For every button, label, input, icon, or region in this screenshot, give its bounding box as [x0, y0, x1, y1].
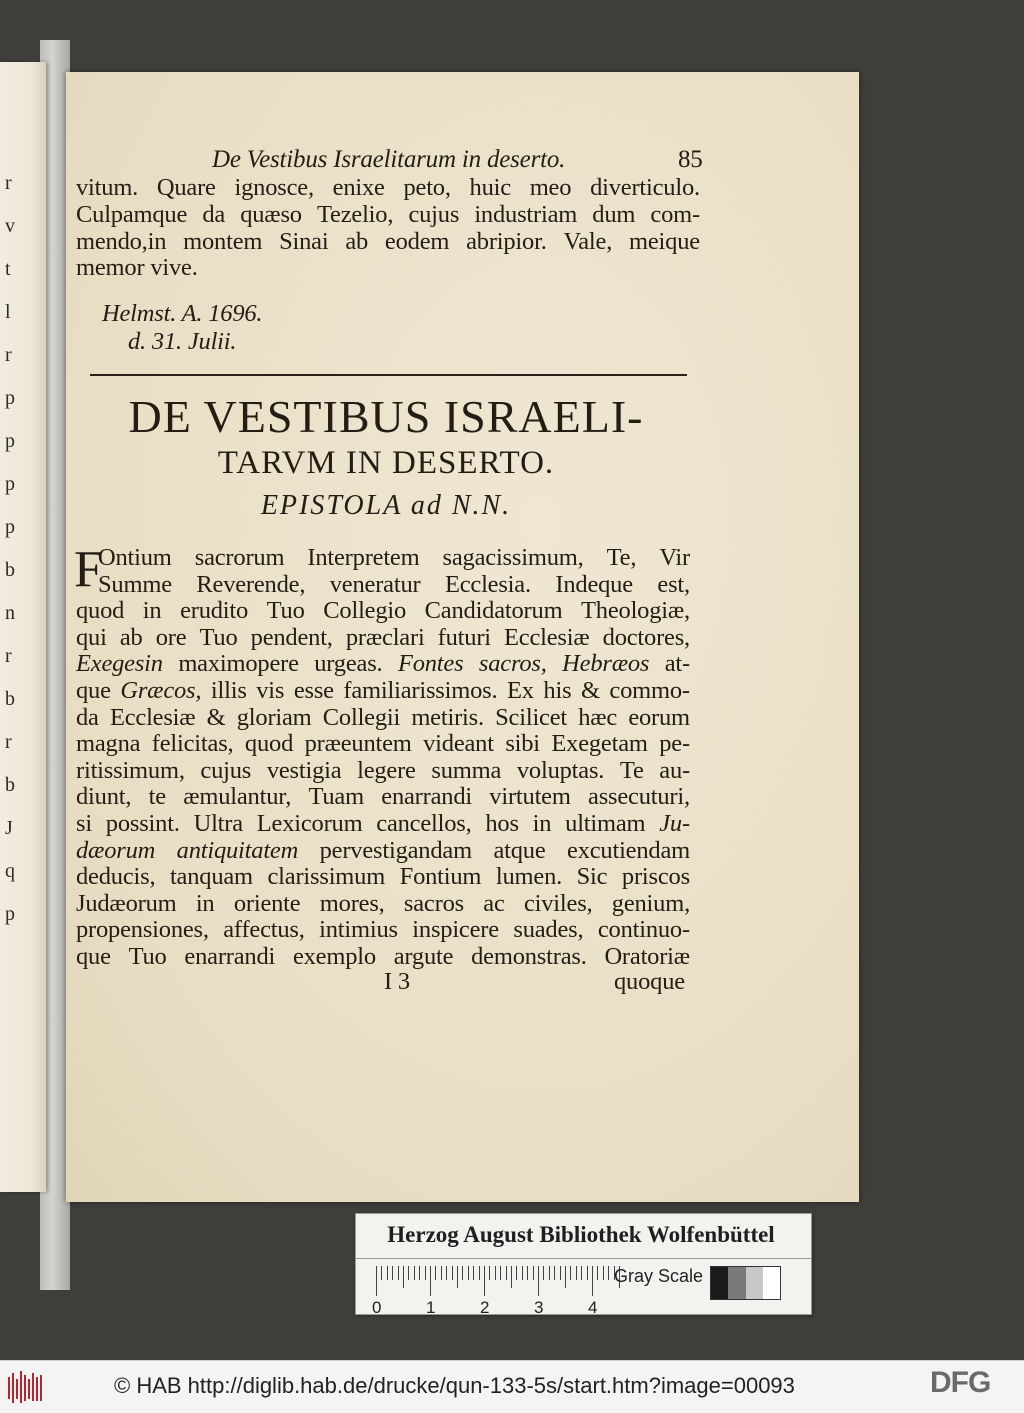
- word: Ecclesia.: [444, 570, 531, 598]
- word: oriente: [233, 889, 301, 917]
- text-line: [76, 757, 690, 785]
- word: Exegetam: [551, 730, 648, 758]
- prev-page-letter: p: [5, 387, 15, 409]
- word: Interpretem: [307, 544, 420, 571]
- prev-page-letter: t: [5, 258, 11, 280]
- ruler-tick: [560, 1266, 561, 1280]
- word: maximopere: [178, 650, 299, 678]
- text-line: [76, 943, 690, 971]
- word: quod: [244, 730, 294, 758]
- gray-scale-patches: [710, 1266, 781, 1300]
- word: continuo-: [597, 916, 690, 944]
- word: familiarissimos.: [343, 677, 498, 704]
- book-page: [66, 72, 859, 1202]
- word: deducis,: [76, 863, 156, 891]
- prev-page-letter: r: [5, 344, 12, 366]
- word: erudito: [180, 597, 249, 625]
- ruler-tick: [489, 1266, 490, 1280]
- text-line: [76, 228, 700, 256]
- word: enarrandi: [381, 783, 472, 811]
- word: exemplo: [292, 943, 376, 970]
- gray-patch: [728, 1267, 745, 1299]
- word: demonstras.: [471, 943, 587, 970]
- word: Theologiæ,: [581, 597, 690, 625]
- word: argute: [393, 943, 454, 970]
- ruler-tick: [479, 1266, 480, 1280]
- word: cancellos,: [376, 810, 472, 837]
- ruler-tick: [435, 1266, 436, 1280]
- prev-page-letter: l: [5, 301, 11, 323]
- word: ab: [119, 623, 143, 651]
- ruler-number: 0: [372, 1298, 382, 1317]
- word: Ju-: [659, 810, 690, 837]
- prev-page-letter: n: [5, 602, 15, 624]
- ruler-tick: [452, 1266, 453, 1280]
- prev-page-letter: q: [5, 860, 15, 882]
- word: pervestigandam: [319, 836, 472, 864]
- word: civiles,: [523, 889, 593, 917]
- word: dæorum: [76, 836, 156, 864]
- ruler-tick: [608, 1266, 609, 1280]
- word: virtutem: [489, 783, 571, 811]
- last-short-line: memor vive.: [76, 254, 198, 281]
- library-name: Herzog August Bibliothek Wolfenbüttel: [387, 1222, 775, 1247]
- word: da: [76, 703, 99, 731]
- text-line: [76, 783, 690, 811]
- word: propensiones,: [76, 916, 209, 944]
- ruler-tick: [576, 1266, 577, 1280]
- word: felicitas,: [151, 730, 234, 758]
- word: Te,: [606, 544, 637, 571]
- word: metiris.: [411, 703, 484, 731]
- word: Tuam: [308, 783, 364, 811]
- text-line: [76, 730, 690, 758]
- word: Quare: [156, 174, 216, 201]
- word: legere: [357, 756, 416, 784]
- prev-page-letter: r: [5, 172, 12, 194]
- word: inspicere: [412, 916, 499, 944]
- word: Scilicet: [495, 703, 568, 731]
- word: Tuo: [266, 597, 305, 625]
- word: Ecclesiæ: [504, 623, 590, 651]
- ruler-tick: [462, 1266, 463, 1280]
- word: enarrandi: [184, 943, 276, 970]
- word: Reverende,: [196, 570, 306, 598]
- word: Hebræos: [562, 650, 650, 678]
- word: hæc: [578, 703, 618, 731]
- text-line: [76, 916, 690, 944]
- word: tanquam: [169, 863, 253, 891]
- word: gloriam: [236, 703, 312, 731]
- signature-mark: I 3: [384, 968, 410, 995]
- word: com-: [650, 201, 700, 228]
- word: commo-: [609, 677, 690, 704]
- word: Collegio: [323, 597, 407, 625]
- prev-page-letter: p: [5, 430, 15, 452]
- text-line: [76, 677, 690, 705]
- word: Ex: [507, 677, 534, 704]
- word: au-: [659, 756, 690, 784]
- ruler-tick: [511, 1266, 512, 1288]
- word: sagacissimum,: [442, 544, 584, 571]
- gray-scale-label: Gray Scale: [614, 1266, 704, 1286]
- ruler-tick: [484, 1266, 485, 1296]
- word: Fontes: [397, 650, 464, 678]
- word: enixe: [332, 174, 385, 201]
- word: ore: [155, 623, 187, 651]
- prev-page-letter: r: [5, 731, 12, 753]
- word: in: [532, 810, 552, 837]
- ruler-tick: [581, 1266, 582, 1280]
- word: cujus: [408, 201, 460, 228]
- prev-page-letter: b: [5, 774, 15, 796]
- word: esse: [293, 677, 334, 704]
- gray-patch: [746, 1267, 763, 1299]
- word: his: [543, 677, 572, 704]
- word: in: [142, 597, 162, 625]
- word: Vir: [659, 544, 690, 571]
- word: Sinai: [279, 228, 329, 255]
- prev-page-letter: p: [5, 516, 15, 538]
- ruler-tick: [376, 1266, 377, 1296]
- closing-place-year: Helmst. A. 1696.: [102, 300, 263, 327]
- text-line: [76, 650, 690, 678]
- ruler-number: 2: [480, 1298, 490, 1317]
- word: excutiendam: [567, 836, 690, 864]
- word: magna: [76, 730, 141, 758]
- word: urgeas.: [314, 650, 383, 678]
- previous-page-edge: [0, 62, 46, 1192]
- ruler-tick: [430, 1266, 431, 1296]
- hab-logo-icon: [6, 1367, 46, 1407]
- text-line: [76, 890, 690, 918]
- word: mendo,in: [76, 228, 167, 255]
- word: Fontium: [399, 863, 482, 891]
- ruler-tick: [387, 1266, 388, 1280]
- word: Te: [619, 756, 644, 784]
- word: pe-: [659, 730, 690, 758]
- word: vestigia: [266, 756, 342, 784]
- word: Collegii: [322, 703, 401, 731]
- word: montem: [183, 228, 263, 255]
- word: ac: [483, 889, 505, 917]
- word: atque: [493, 836, 546, 864]
- word: Exegesin: [76, 650, 163, 678]
- text-line: [76, 201, 700, 229]
- word: Tezelio,: [317, 201, 394, 228]
- word: Oratoriæ: [604, 943, 690, 970]
- text-line: [76, 174, 700, 202]
- word: &: [580, 677, 600, 704]
- word: Græcos,: [120, 677, 202, 704]
- word: in: [195, 889, 215, 917]
- ruler-tick: [565, 1266, 566, 1288]
- text-line: [98, 571, 690, 599]
- word: vis: [256, 677, 285, 704]
- ruler-number: 4: [588, 1298, 598, 1317]
- word: Indeque: [555, 570, 633, 598]
- word: Vale,: [563, 228, 613, 255]
- ruler-number: 3: [534, 1298, 544, 1317]
- word: industriam: [474, 201, 578, 228]
- word: cujus: [200, 756, 252, 784]
- word: te: [148, 783, 166, 811]
- word: Ultra: [193, 810, 243, 837]
- word: ritissimum,: [76, 756, 185, 784]
- word: lumen.: [495, 863, 563, 891]
- ruler-tick: [500, 1266, 501, 1280]
- word: vitum.: [76, 174, 139, 201]
- ruler-tick: [495, 1266, 496, 1280]
- word: eodem: [384, 228, 450, 255]
- word: sacrorum: [194, 544, 285, 571]
- ruler-tick: [549, 1266, 550, 1280]
- word: illis: [210, 677, 247, 704]
- word: Culpamque: [76, 201, 188, 228]
- word: sibi: [505, 730, 540, 758]
- text-line: [76, 624, 690, 652]
- word: Candidatorum: [424, 597, 563, 625]
- word: priscos: [621, 863, 690, 891]
- closing-date: d. 31. Julii.: [128, 328, 237, 355]
- word: Tuo: [128, 943, 167, 970]
- prev-page-letter: p: [5, 473, 15, 495]
- word: Lexicorum: [256, 810, 363, 837]
- ruler-tick: [533, 1266, 534, 1280]
- ruler-number: 1: [426, 1298, 436, 1317]
- prev-page-letter: r: [5, 645, 12, 667]
- word: ultimam: [565, 810, 646, 837]
- gray-patch: [711, 1267, 728, 1299]
- word: que: [76, 943, 111, 970]
- ruler-tick: [419, 1266, 420, 1280]
- text-line: [76, 810, 690, 838]
- ruler-tick: [441, 1266, 442, 1280]
- word: affectus,: [223, 916, 305, 944]
- library-color-target: [355, 1213, 812, 1315]
- word: meique: [629, 228, 700, 255]
- ruler-tick: [603, 1266, 604, 1280]
- word: genium,: [611, 889, 690, 917]
- title-line-2: TARVM IN DESERTO.: [217, 445, 555, 481]
- drop-cap: F: [74, 541, 103, 598]
- ruler-tick: [425, 1266, 426, 1280]
- word: Tuo: [199, 623, 238, 651]
- word: meo: [529, 174, 572, 201]
- word: suades,: [513, 916, 584, 944]
- ruler-tick: [597, 1266, 598, 1280]
- ruler-tick: [570, 1266, 571, 1280]
- word: præeuntem: [304, 730, 412, 758]
- ruler-tick: [414, 1266, 415, 1280]
- ruler-tick: [403, 1266, 404, 1288]
- word: Sic: [576, 863, 608, 891]
- word: veneratur: [329, 570, 421, 598]
- word: Ecclesiæ: [109, 703, 196, 731]
- title-line-1: DE VESTIBUS ISRAELI-: [128, 391, 644, 442]
- title-line-3: EPISTOLA ad N.N.: [260, 490, 512, 521]
- text-line: [76, 704, 690, 732]
- ruler-tick: [506, 1266, 507, 1280]
- text-line: [98, 544, 690, 572]
- ruler-tick: [468, 1266, 469, 1280]
- prev-page-letter: b: [5, 559, 15, 581]
- ruler-tick: [446, 1266, 447, 1280]
- word: sacros: [403, 889, 464, 917]
- word: dum: [592, 201, 636, 228]
- ruler-tick: [408, 1266, 409, 1280]
- footer-bar: [0, 1360, 1024, 1413]
- ruler-tick: [527, 1266, 528, 1280]
- ruler-tick: [392, 1266, 393, 1280]
- word: assecuturi,: [588, 783, 690, 811]
- divider-rule: [90, 374, 687, 376]
- gray-patch: [763, 1267, 780, 1299]
- ruler-tick: [522, 1266, 523, 1280]
- ruler-tick: [516, 1266, 517, 1280]
- word: Summe: [98, 570, 172, 598]
- word: intimius: [319, 916, 398, 944]
- prev-page-letter: v: [5, 215, 15, 237]
- running-head: De Vestibus Israelitarum in deserto.: [212, 146, 566, 173]
- word: videant: [423, 730, 494, 758]
- word: Ontium: [98, 544, 172, 571]
- word: pendent,: [250, 623, 333, 651]
- ruler-tick: [543, 1266, 544, 1280]
- text-line: [76, 863, 690, 891]
- ruler-tick: [592, 1266, 593, 1296]
- word: sacros,: [478, 650, 547, 678]
- prev-page-letter: J: [5, 817, 13, 839]
- catchword: quoque: [614, 968, 685, 995]
- word: da: [202, 201, 226, 228]
- word: eorum: [628, 703, 690, 731]
- word: at-: [664, 650, 690, 678]
- word: diunt,: [76, 783, 132, 811]
- page-number: 85: [678, 146, 703, 173]
- ruler-tick: [398, 1266, 399, 1280]
- word: futuri: [437, 623, 491, 651]
- word: mores,: [319, 889, 385, 917]
- ruler-tick: [587, 1266, 588, 1280]
- ruler-tick: [473, 1266, 474, 1280]
- ruler-tick: [538, 1266, 539, 1296]
- prev-page-letter: b: [5, 688, 15, 710]
- word: possint.: [105, 810, 180, 837]
- text-line: [76, 597, 690, 625]
- word: que: [76, 677, 111, 704]
- word: qui: [76, 623, 107, 651]
- word: diverticulo.: [590, 174, 700, 201]
- word: summa: [431, 756, 502, 784]
- ruler-tick: [457, 1266, 458, 1288]
- word: voluptas.: [516, 756, 605, 784]
- word: doctores,: [602, 623, 690, 651]
- word: quod: [76, 597, 125, 625]
- word: peto,: [403, 174, 451, 201]
- word: &: [206, 703, 226, 731]
- word: est,: [657, 570, 690, 598]
- word: ab: [345, 228, 369, 255]
- word: clarissimum: [267, 863, 386, 891]
- ruler-tick: [381, 1266, 382, 1280]
- word: si: [76, 810, 92, 837]
- word: ignosce,: [234, 174, 314, 201]
- word: hos: [485, 810, 519, 837]
- word: huic: [469, 174, 511, 201]
- ruler-tick: [554, 1266, 555, 1280]
- word: antiquitatem: [176, 836, 299, 864]
- word: æmulantur,: [183, 783, 292, 811]
- dfg-logo: DFG: [930, 1366, 991, 1399]
- word: abripior.: [466, 228, 547, 255]
- word: Judæorum: [76, 889, 177, 917]
- word: præclari: [345, 623, 425, 651]
- word: quæso: [240, 201, 302, 228]
- prev-page-letter: p: [5, 903, 15, 925]
- text-line: [76, 837, 690, 865]
- label-divider: [356, 1258, 811, 1259]
- copyright-url[interactable]: © HAB http://diglib.hab.de/drucke/qun-133-5s/start.htm?image=00093: [114, 1373, 795, 1398]
